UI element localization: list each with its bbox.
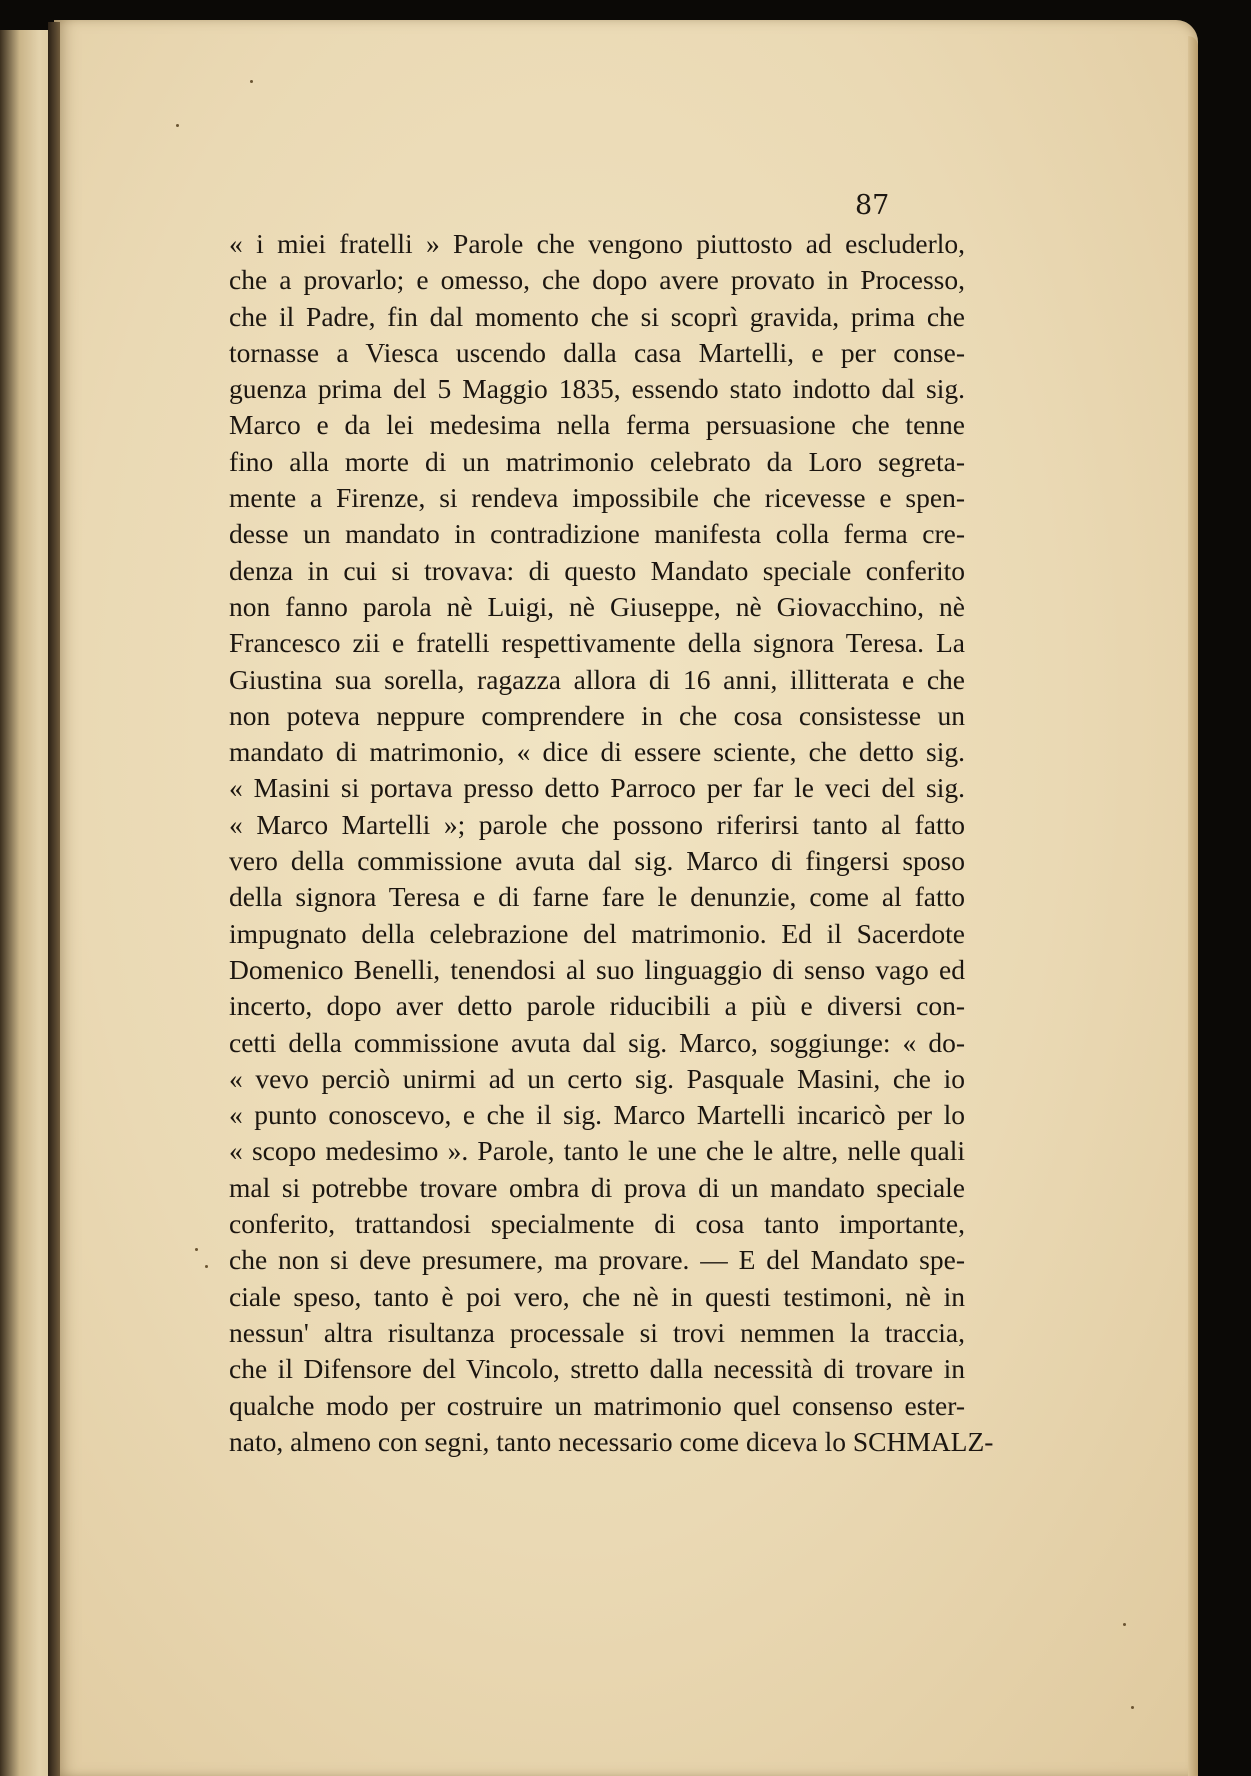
text-line: che non si deve presumere, ma provare. — E del Mandato spe- — [229, 1244, 965, 1276]
text-line: incerto, dopo aver detto parole riducibili a più e diversi con- — [229, 990, 965, 1022]
text-line: impugnato della celebrazione del matrimonio. Ed il Sacerdote — [229, 917, 965, 949]
text-line: Marco e da lei medesima nella ferma persuasione che tenne — [229, 409, 965, 441]
page-right-edge — [1188, 36, 1198, 1776]
text-line: non poteva neppure comprendere in che cosa consistesse un — [229, 699, 965, 731]
text-line: conferito, trattandosi specialmente di cosa tanto importante, — [229, 1208, 965, 1240]
text-line: denza in cui si trovava: di questo Mandato speciale conferito — [229, 554, 965, 586]
text-line: Giustina sua sorella, ragazza allora di 16 anni, illitterata e che — [229, 663, 965, 695]
paper-speck — [205, 1265, 208, 1268]
text-line: « Marco Martelli »; parole che possono riferirsi tanto al fatto — [229, 808, 965, 840]
text-line: mente a Firenze, si rendeva impossibile che ricevesse e spen- — [229, 482, 965, 514]
paper-speck — [195, 1248, 198, 1251]
paper-speck — [1131, 1706, 1134, 1709]
text-line: nessun' altra risultanza processale si trovi nemmen la traccia, — [229, 1316, 965, 1348]
text-line: « scopo medesimo ». Parole, tanto le une che le altre, nelle quali — [229, 1135, 965, 1167]
text-line: Francesco zii e fratelli respettivamente della signora Teresa. La — [229, 627, 965, 659]
paper-speck — [250, 80, 253, 83]
text-line: mal si potrebbe trovare ombra di prova di un mandato speciale — [229, 1171, 965, 1203]
text-line: cetti della commissione avuta dal sig. Marco, soggiunge: « do- — [229, 1026, 965, 1058]
text-line: « vevo perciò unirmi ad un certo sig. Pasquale Masini, che io — [229, 1062, 965, 1094]
text-line: della signora Teresa e di farne fare le denunzie, come al fatto — [229, 881, 965, 913]
body-text — [229, 226, 994, 1460]
text-line: fino alla morte di un matrimonio celebrato da Loro segreta- — [229, 445, 965, 477]
text-line: che il Padre, fin dal momento che si scoprì gravida, prima che — [229, 300, 965, 332]
text-line: vero della commissione avuta dal sig. Marco di fingersi sposo — [229, 845, 965, 877]
paper-speck — [1123, 1623, 1126, 1626]
paper-speck — [176, 124, 179, 127]
text-line: nato, almeno con segni, tanto necessario come diceva lo SCHMALZ- — [229, 1425, 994, 1457]
text-line: tornasse a Viesca uscendo dalla casa Martelli, e per conse- — [229, 336, 965, 368]
text-line: « Masini si portava presso detto Parroco per far le veci del sig. — [229, 772, 965, 804]
text-line: mandato di matrimonio, « dice di essere sciente, che detto sig. — [229, 736, 965, 768]
text-line: guenza prima del 5 Maggio 1835, essendo stato indotto dal sig. — [229, 373, 965, 405]
text-line: che il Difensore del Vincolo, stretto dalla necessità di trovare in — [229, 1353, 965, 1385]
binding-gutter — [48, 22, 60, 1776]
text-line: non fanno parola nè Luigi, nè Giuseppe, nè Giovacchino, nè — [229, 590, 965, 622]
text-line: qualche modo per costruire un matrimonio quel consenso ester- — [229, 1389, 965, 1421]
text-line: « i miei fratelli » Parole che vengono piuttosto ad escluderlo, — [229, 228, 965, 259]
text-line: Domenico Benelli, tenendosi al suo linguaggio di senso vago ed — [229, 953, 965, 985]
text-line: che a provarlo; e omesso, che dopo avere provato in Processo, — [229, 264, 965, 296]
text-line: ciale speso, tanto è poi vero, che nè in questi testimoni, nè in — [229, 1280, 965, 1312]
text-line: « punto conoscevo, e che il sig. Marco Martelli incaricò per lo — [229, 1099, 965, 1131]
page-number: 87 — [855, 190, 890, 221]
text-line: desse un mandato in contradizione manifesta colla ferma cre- — [229, 518, 965, 550]
